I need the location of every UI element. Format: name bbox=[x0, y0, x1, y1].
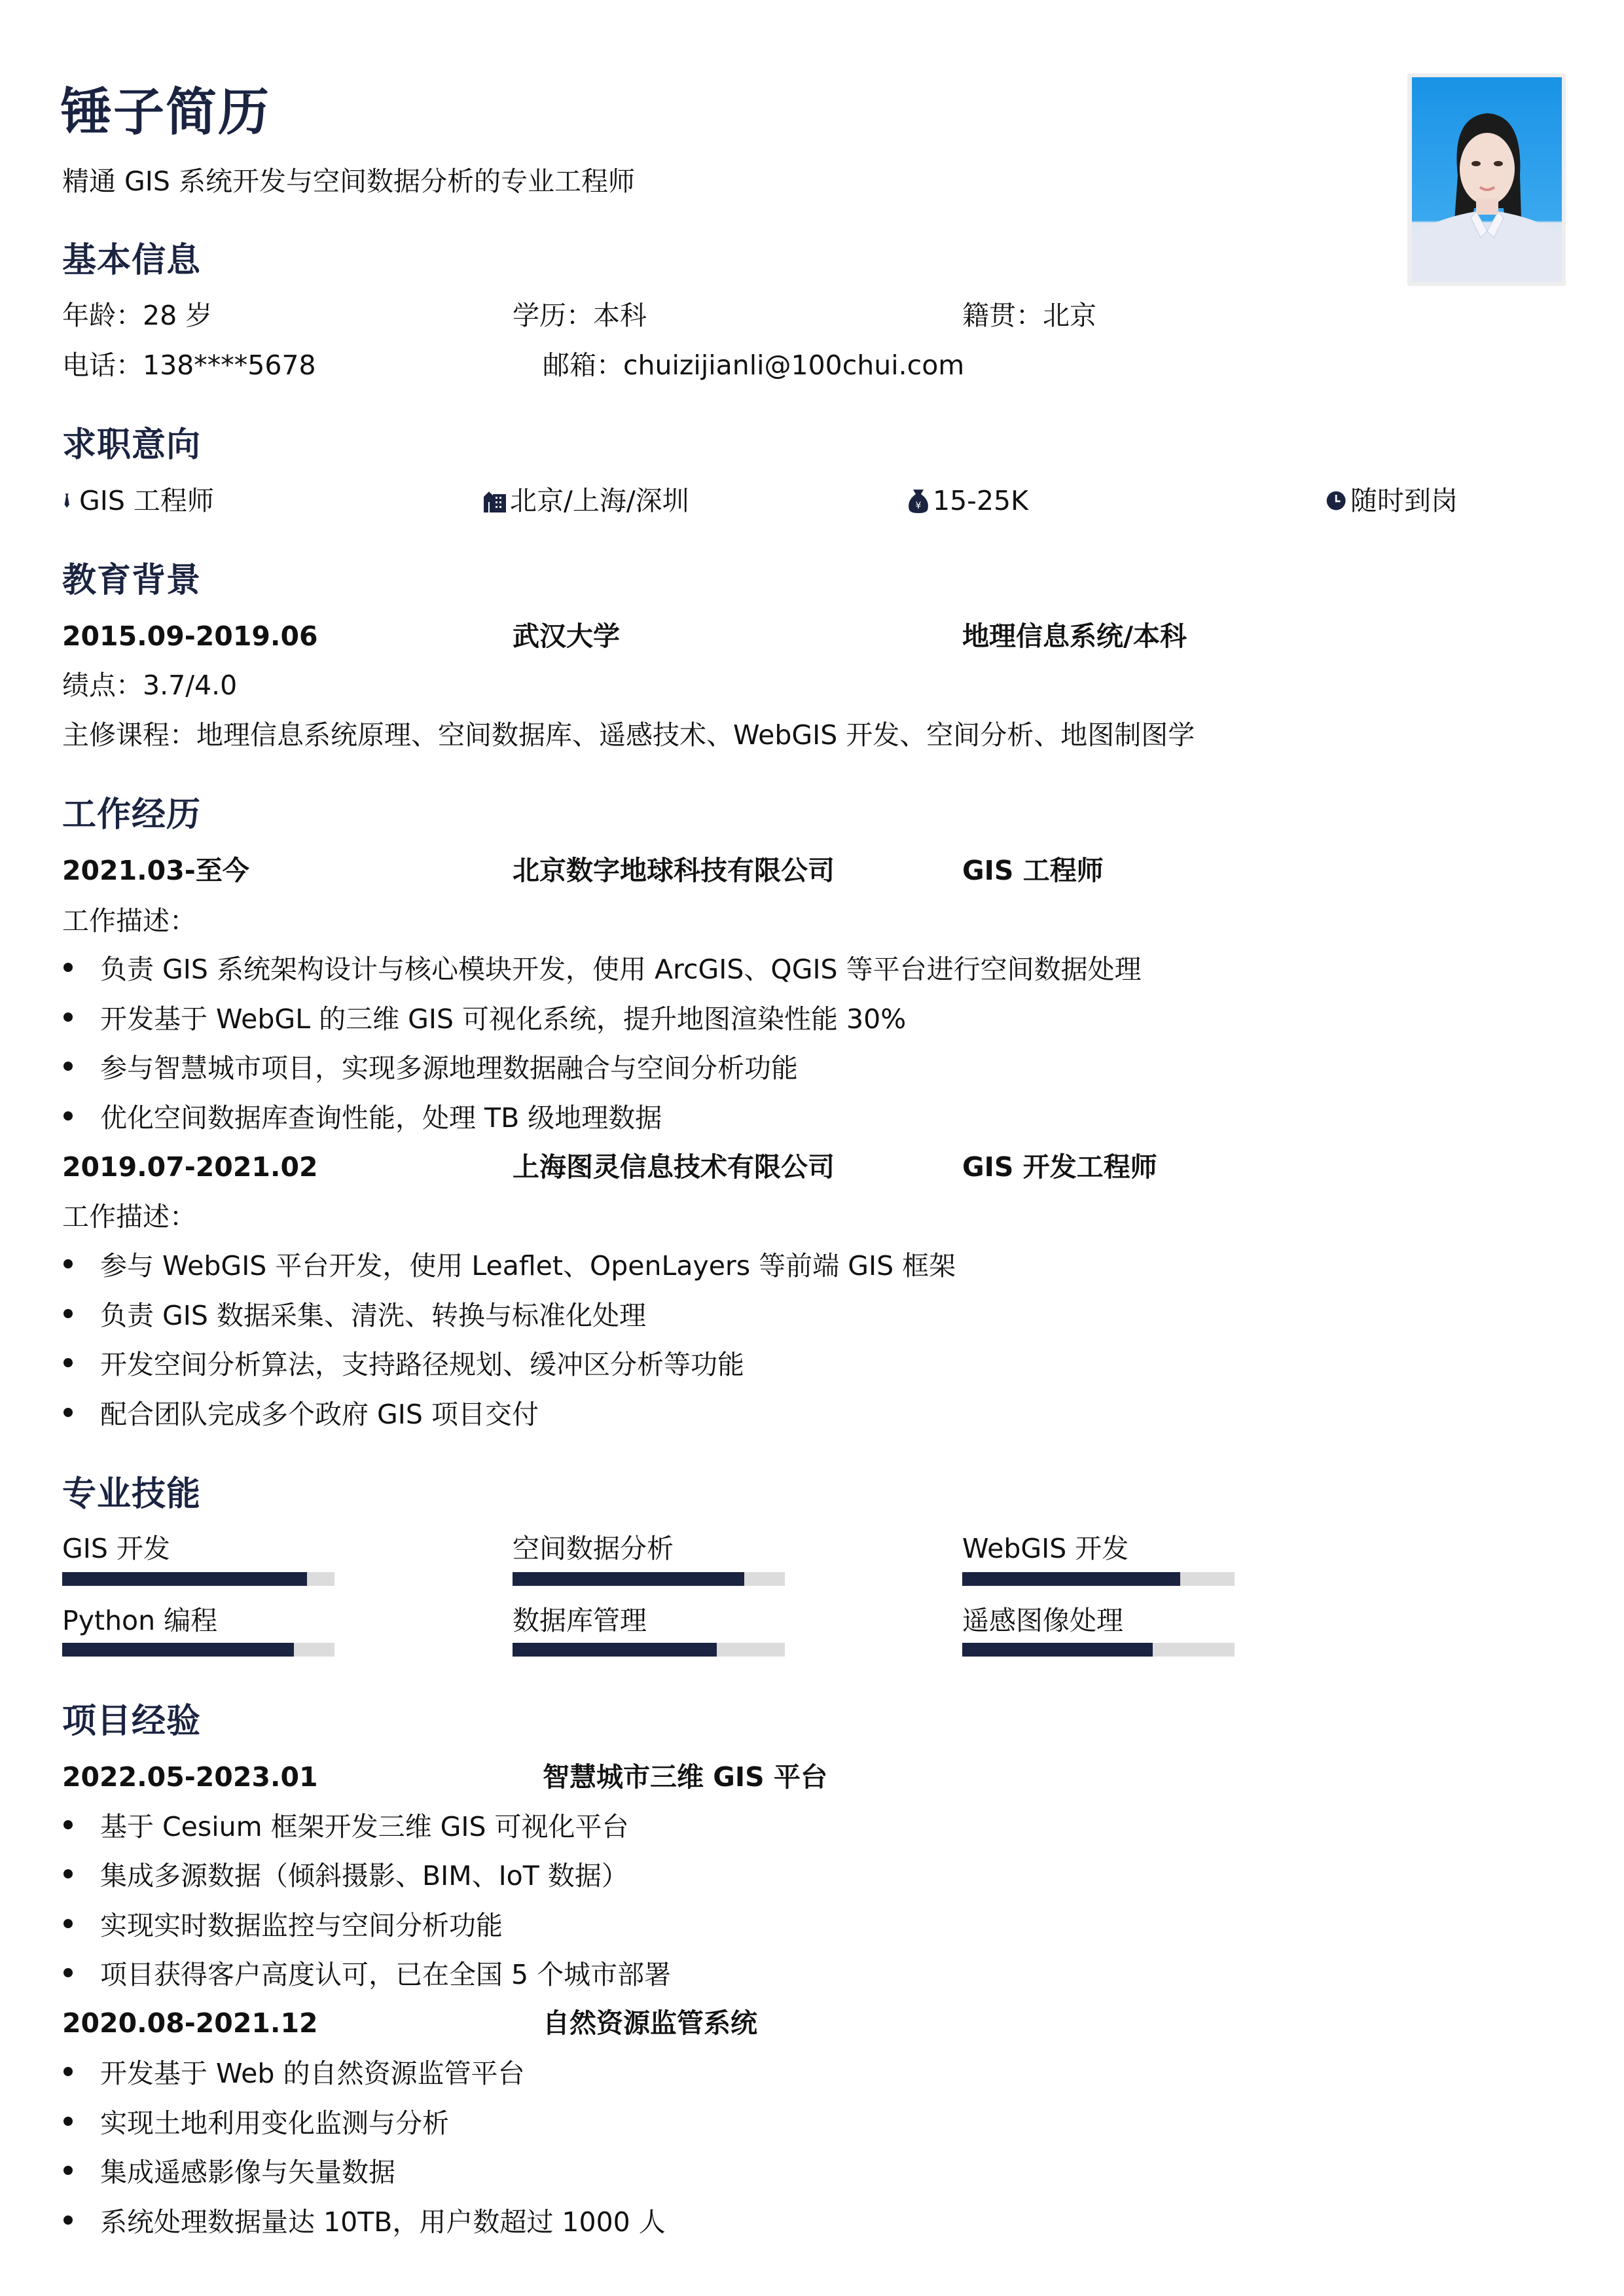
bullet-icon bbox=[63, 1013, 73, 1022]
bullet-icon bbox=[63, 1259, 73, 1268]
job-1-period: 2021.03-至今 bbox=[62, 855, 249, 886]
list-item: 开发空间分析算法，支持路径规划、缓冲区分析等功能 bbox=[62, 1347, 744, 1382]
job-salary-label: 15-25K bbox=[933, 485, 1029, 516]
job-intention-salary bbox=[905, 483, 1028, 518]
skill-progress-fill bbox=[62, 1572, 307, 1586]
skill-progress-fill bbox=[513, 1572, 744, 1586]
skill-progress-bar bbox=[962, 1572, 1235, 1586]
skill-progress-bar bbox=[513, 1572, 785, 1586]
list-item: 集成遥感影像与矢量数据 bbox=[62, 2155, 395, 2190]
list-item: 优化空间数据库查询性能，处理 TB 级地理数据 bbox=[62, 1100, 662, 1136]
job-2-desc-label: 工作描述： bbox=[62, 1201, 196, 1232]
section-heading-education: 教育背景 bbox=[62, 561, 202, 600]
bullet-icon bbox=[63, 1062, 73, 1071]
list-item: 集成多源数据（倾斜摄影、BIM、IoT 数据） bbox=[62, 1858, 628, 1893]
bullet-icon bbox=[63, 1968, 73, 1977]
list-item: 项目获得客户高度认可，已在全国 5 个城市部署 bbox=[62, 1957, 671, 1992]
list-item: 负责 GIS 数据采集、清洗、转换与标准化处理 bbox=[62, 1298, 646, 1333]
bullet-icon bbox=[63, 2117, 73, 2126]
skill-label: GIS 开发 bbox=[62, 1533, 170, 1564]
education-period: 2015.09-2019.06 bbox=[62, 620, 318, 652]
bullet-icon bbox=[63, 2067, 73, 2076]
resume-title: 锤子简历 bbox=[61, 83, 271, 142]
list-item: 系统处理数据量达 10TB，用户数超过 1000 人 bbox=[62, 2204, 666, 2240]
list-item: 负责 GIS 系统架构设计与核心模块开发，使用 ArcGIS、QGIS 等平台进行空间数据处理 bbox=[62, 952, 1142, 987]
skill-label: WebGIS 开发 bbox=[962, 1533, 1129, 1564]
section-heading-projects: 项目经验 bbox=[62, 1702, 202, 1741]
skill-progress-bar bbox=[962, 1643, 1235, 1657]
section-heading-skills: 专业技能 bbox=[62, 1475, 202, 1514]
tie-icon bbox=[62, 488, 78, 514]
project-1-period: 2022.05-2023.01 bbox=[62, 1761, 318, 1793]
bullet-icon bbox=[63, 1358, 73, 1367]
list-item: 实现实时数据监控与空间分析功能 bbox=[62, 1908, 503, 1943]
section-heading-work: 工作经历 bbox=[62, 795, 202, 834]
skill-label: Python 编程 bbox=[62, 1605, 218, 1636]
list-item: 开发基于 WebGL 的三维 GIS 可视化系统，提升地图渲染性能 30% bbox=[62, 1001, 906, 1037]
job-1-company: 北京数字地球科技有限公司 bbox=[513, 855, 835, 886]
avatar bbox=[1412, 77, 1562, 282]
education-courses: 主修课程：地理信息系统原理、空间数据库、遥感技术、WebGIS 开发、空间分析、地图制图学 bbox=[62, 719, 1195, 751]
skill-progress-fill bbox=[962, 1643, 1153, 1657]
bullet-icon bbox=[63, 963, 73, 972]
bullet-icon bbox=[63, 1309, 73, 1318]
education-gpa: 绩点：3.7/4.0 bbox=[62, 670, 238, 701]
education-level-field: 学历：本科 bbox=[513, 300, 647, 331]
clock-icon bbox=[1326, 488, 1349, 514]
skill-progress-fill bbox=[62, 1643, 294, 1657]
skill-label: 数据库管理 bbox=[513, 1605, 647, 1636]
job-2-role: GIS 开发工程师 bbox=[962, 1151, 1157, 1183]
list-item: 配合团队完成多个政府 GIS 项目交付 bbox=[62, 1397, 539, 1432]
list-item: 实现土地利用变化监测与分析 bbox=[62, 2106, 449, 2141]
job-intention-availability bbox=[1326, 483, 1458, 518]
bullet-icon bbox=[63, 1820, 73, 1829]
job-intention-position bbox=[62, 483, 214, 518]
job-2-period: 2019.07-2021.02 bbox=[62, 1151, 318, 1183]
job-location-label: 北京/上海/深圳 bbox=[510, 485, 689, 516]
bullet-icon bbox=[63, 1919, 73, 1928]
skill-progress-bar bbox=[513, 1643, 785, 1657]
bullet-icon bbox=[63, 2166, 73, 2175]
bullet-icon bbox=[63, 1869, 73, 1878]
building-icon bbox=[482, 488, 509, 514]
age-field: 年龄：28 岁 bbox=[62, 300, 213, 331]
email-field[interactable]: 邮箱：chuizijianli@100chui.com bbox=[543, 350, 965, 381]
list-item: 基于 Cesium 框架开发三维 GIS 可视化平台 bbox=[62, 1809, 629, 1844]
education-school: 武汉大学 bbox=[513, 620, 620, 652]
bullet-icon bbox=[63, 1111, 73, 1121]
skill-progress-bar bbox=[62, 1572, 334, 1586]
skill-progress-fill bbox=[513, 1643, 717, 1657]
section-heading-basic-info: 基本信息 bbox=[62, 241, 202, 280]
job-position-label: GIS 工程师 bbox=[79, 485, 214, 516]
skill-label: 空间数据分析 bbox=[513, 1533, 674, 1564]
svg-text:¥: ¥ bbox=[915, 501, 922, 511]
education-major: 地理信息系统/本科 bbox=[962, 620, 1187, 652]
skill-progress-fill bbox=[962, 1572, 1180, 1586]
list-item: 开发基于 Web 的自然资源监管平台 bbox=[62, 2056, 524, 2091]
money-bag-icon bbox=[905, 488, 931, 514]
hometown-field: 籍贯：北京 bbox=[962, 300, 1096, 331]
project-1-name: 智慧城市三维 GIS 平台 bbox=[543, 1761, 827, 1793]
job-availability-label: 随时到岗 bbox=[1350, 485, 1458, 516]
list-item: 参与 WebGIS 平台开发，使用 Leaflet、OpenLayers 等前端 GIS 框架 bbox=[62, 1248, 956, 1283]
section-heading-job-intention: 求职意向 bbox=[62, 425, 202, 465]
job-1-role: GIS 工程师 bbox=[962, 855, 1104, 886]
bullet-icon bbox=[63, 2215, 73, 2225]
list-item: 参与智慧城市项目，实现多源地理数据融合与空间分析功能 bbox=[62, 1050, 798, 1086]
skill-label: 遥感图像处理 bbox=[962, 1605, 1123, 1636]
skill-progress-bar bbox=[62, 1643, 334, 1657]
job-intention-location bbox=[482, 483, 689, 518]
job-1-desc-label: 工作描述： bbox=[62, 905, 196, 937]
bullet-icon bbox=[63, 1408, 73, 1417]
project-2-period: 2020.08-2021.12 bbox=[62, 2007, 318, 2039]
phone-field: 电话：138****5678 bbox=[62, 350, 316, 381]
portrait-photo-icon bbox=[1412, 77, 1562, 282]
avatar-frame bbox=[1407, 73, 1566, 286]
project-2-name: 自然资源监管系统 bbox=[543, 2007, 757, 2039]
resume-subtitle: 精通 GIS 系统开发与空间数据分析的专业工程师 bbox=[62, 166, 635, 197]
job-2-company: 上海图灵信息技术有限公司 bbox=[513, 1151, 835, 1183]
